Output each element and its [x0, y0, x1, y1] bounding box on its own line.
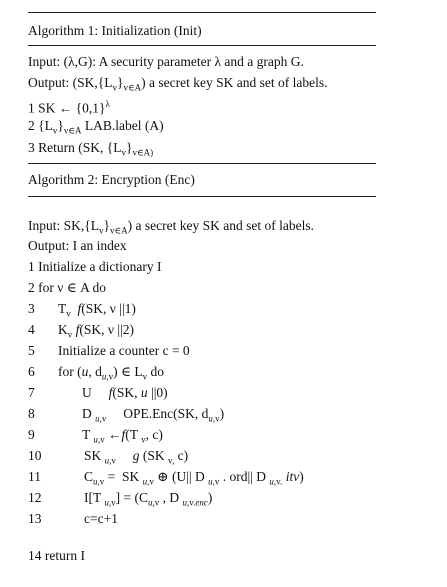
- alg2-title-rule: [28, 196, 376, 197]
- alg2-step-11: 11 $C_{u,v}$ = SK $_{u,v}$ ⊕ (U|| D $_{u,v}$ . ord|| D $_{u,v.}$ itv): [28, 469, 304, 487]
- alg2-step-1: 1 Initialize a dictionary I: [28, 259, 162, 274]
- alg2-step-6: 6 for (u, $d_{u,v}$) ∈ $L_v$ do: [28, 364, 164, 382]
- alg1-output: Output: $(SK,\{L_v\}_{v\in A})$ a secret key SK and set of labels.: [28, 75, 328, 93]
- alg1-title-rule: [28, 45, 376, 46]
- alg2-step-4: 4 $K_v$ f(SK, ν ||2): [28, 322, 135, 340]
- alg1-step-1: 1 SK ← $\{0,1\}^\lambda$: [28, 99, 110, 116]
- alg2-step-13: 13 c=c+1: [28, 511, 118, 526]
- alg2-title: Algorithm 2: Encryption (Enc): [28, 172, 195, 187]
- alg2-input: Input: $SK,\{L_v\}_{v\in A}$) a secret key SK and set of labels.: [28, 218, 314, 236]
- alg2-step-2: 2 for ν ∈ A do: [28, 280, 106, 295]
- alg1-title: Algorithm 1: Initialization (Init): [28, 23, 202, 38]
- alg2-step-7: 7 U f(SK, u ||0): [28, 385, 168, 400]
- alg2-step-9: 9 T $_{u,v}$ ←f(T $_v$, c): [28, 427, 163, 445]
- alg1-input: Input: (λ,G): A security parameter λ and a graph G.: [28, 54, 304, 69]
- top-rule: [28, 12, 376, 13]
- alg2-step-12: 12 I[T $_{u,v}] = (C_{u,v}$ , D $_{u,v.enc}$): [28, 490, 213, 508]
- alg1-bottom-rule: [28, 163, 376, 164]
- alg2-output: Output: I an index: [28, 238, 127, 253]
- alg1-step-3: 3 Return (SK, $\{L_v\}_{v\in A)}$: [28, 140, 154, 158]
- alg2-step-8: 8 D $_{u,v}$ OPE.Enc(SK, $d_{u,v}$): [28, 406, 225, 424]
- alg2-step-3: 3 $T_v$ f(SK, ν ||1): [28, 301, 136, 319]
- alg2-step-5: 5 Initialize a counter c = 0: [28, 343, 190, 358]
- alg1-step-2: 2 $\{L_v\}_{v\in A}$ LAB.label (A): [28, 118, 164, 136]
- alg2-final-step: 14 return I: [28, 548, 85, 563]
- alg2-step-10: 10 SK $_{u,v}$ g (SK $_{v,}$ c): [28, 448, 189, 466]
